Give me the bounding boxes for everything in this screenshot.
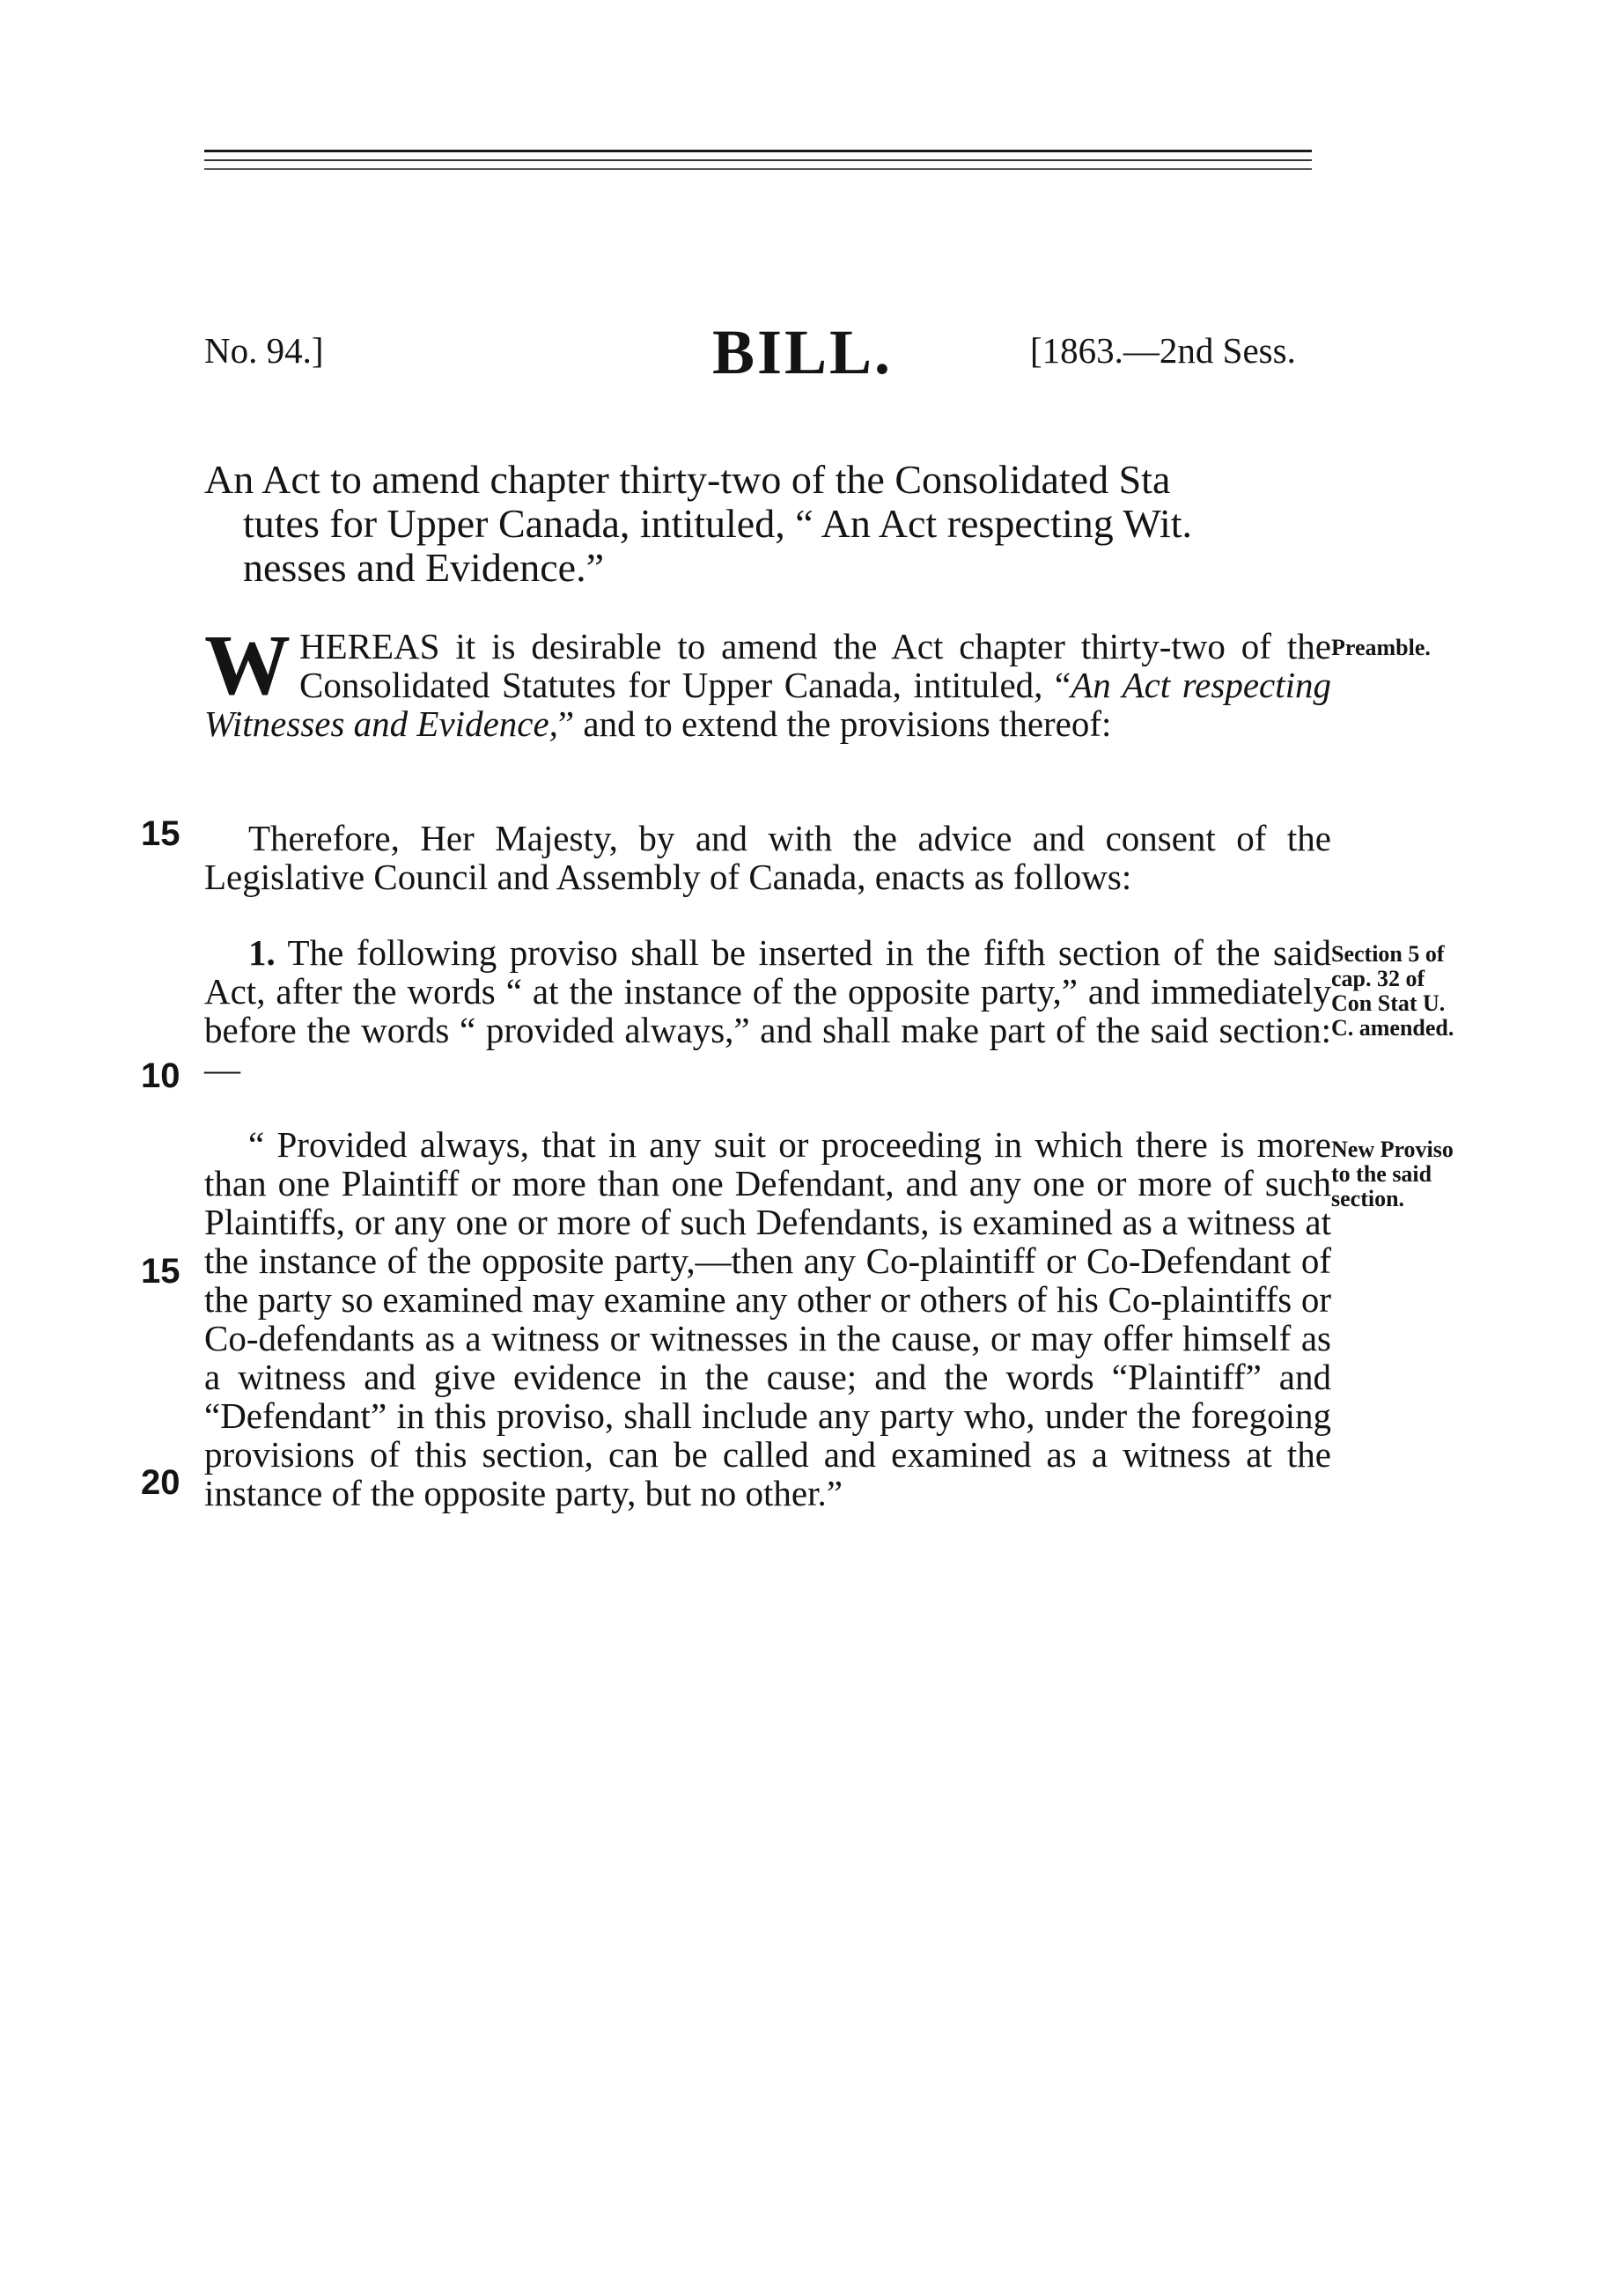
act-title-line: nesses and Evidence.” [243, 545, 605, 590]
line-number: 20 [141, 1463, 180, 1502]
bill-heading: BILL. [711, 317, 894, 387]
line-number: 15 [141, 814, 180, 853]
line-number: 15 [141, 1252, 180, 1291]
margin-note-line: C. amended. [1331, 1015, 1454, 1041]
line-number: 10 [141, 1056, 180, 1095]
preamble-text-end: ” and to extend the provisions thereof: [557, 703, 1112, 744]
drop-cap: W [204, 618, 291, 713]
act-title [204, 458, 1340, 590]
margin-note-section [1331, 942, 1490, 1041]
section-number: 1. [248, 932, 276, 973]
margin-note-line: New Proviso [1331, 1137, 1454, 1162]
section-1 [204, 933, 1331, 1088]
proviso-paragraph [204, 1125, 1331, 1512]
preamble-act-name: An Act respecting Witnesses and Evidence, [204, 665, 1331, 744]
margin-note-line: cap. 32 of [1331, 966, 1425, 991]
preamble-paragraph [204, 618, 1331, 744]
margin-note-line: to the said [1331, 1161, 1432, 1187]
margin-note-line: Preamble. [1331, 635, 1431, 660]
act-title-line: tutes for Upper Canada, intituled, “ An Act respecting Wit. [243, 501, 1193, 546]
margin-note-line: section. [1331, 1186, 1405, 1211]
enacting-clause [204, 819, 1331, 896]
session-label: [1863.—2nd Sess. [1030, 330, 1296, 371]
preamble-text: HEREAS it is desirable to amend the Act chapter thirty-two of the Consolidated Statutes for Upper Canada, intituled, “ [299, 626, 1331, 705]
bill-number: No. 94.] [204, 330, 324, 371]
margin-note-line: Con Stat U. [1331, 990, 1446, 1016]
header-rule [204, 159, 1312, 161]
section-text: The following proviso shall be inserted in the fifth section of the said Act, after the words “ at the instance of the opposite party,” and immediately before the words “ provided always,” and shall make part of the said section:— [204, 932, 1331, 1089]
margin-note-proviso [1331, 1137, 1490, 1211]
act-title-line: An Act to amend chapter thirty-two of the Consolidated Sta [204, 457, 1171, 502]
header-rule [204, 150, 1312, 152]
margin-note-line: Section 5 of [1331, 941, 1445, 967]
margin-note-preamble [1331, 636, 1490, 660]
proviso-text: “ Provided always, that in any suit or proceeding in which there is more than one Plaintiff or more than one Defendant, and any one or more of such Plaintiffs, or any one or more of such Defendants, is examined as a witness at the instance of the opposite party,—then any Co-plaintiff or Co-Defendant of the party so examined may examine any other or others of his Co-plaintiffs or Co-defendants as a witness or witnesses in the cause, or may offer himself as a witness and give evidence in the cause; and the words “Plaintiff” and “Defendant” in this proviso, shall include any party who, under the foregoing provisions of this section, can be called and examined as a witness at the instance of the opposite party, but no other.” [204, 1124, 1331, 1513]
enacting-text: Therefore, Her Majesty, by and with the advice and consent of the Legislative Council and Assembly of Canada, enacts as follows: [204, 818, 1331, 897]
header-rule [204, 168, 1312, 170]
